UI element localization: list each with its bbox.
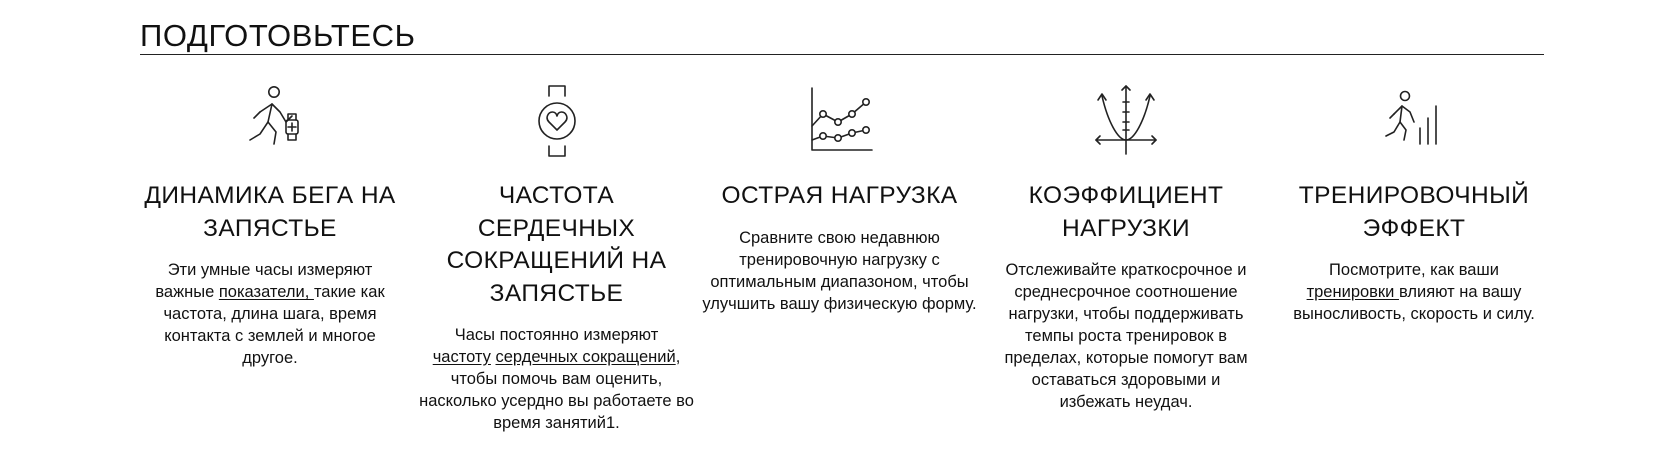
feature-wrist-heart-rate (417, 82, 696, 432)
description-text: Посмотрите, как ваши (1329, 261, 1499, 279)
feature-title: КОЭФФИЦИЕНТ НАГРУЗКИ (1028, 182, 1224, 242)
parabola-axes-icon (1076, 82, 1176, 160)
feature-description (1284, 259, 1544, 325)
workouts-link[interactable]: тренировки (1306, 283, 1399, 301)
runner-watch-icon (220, 82, 320, 160)
prepare-section (140, 0, 1544, 464)
feature-title: ОСТРАЯ НАГРУЗКА (721, 182, 958, 209)
description-text: Часы постоянно измеряют (454, 326, 659, 344)
feature-description (417, 324, 696, 434)
feature-description (140, 259, 400, 369)
heart-beats-link[interactable]: сердечных сокращений (495, 348, 676, 366)
line-graph-icon (790, 82, 890, 160)
feature-description: Сравните свою недавнюю тренировочную нагрузку с оптимальным диапазоном, чтобы улучшить вашу физическую форму. (702, 228, 977, 313)
metrics-link[interactable]: показатели, (218, 283, 314, 301)
feature-training-effect (1284, 82, 1544, 323)
feature-title: ТРЕНИРОВОЧНЫЙ ЭФФЕКТ (1298, 182, 1530, 242)
rate-link[interactable]: частоту (432, 348, 491, 366)
description-text: влияют на вашу выносливость, скорость и силу. (1293, 283, 1535, 323)
description-text: , чтобы помочь вам оценить, насколько усердно вы работаете во время занятий1. (419, 348, 694, 432)
description-text: Эти умные часы измеряют важные (155, 261, 373, 301)
runner-bars-icon (1364, 82, 1464, 160)
section-title: ПОДГОТОВЬТЕСЬ (140, 18, 416, 53)
description-text: такие как частота, длина шага, время контакта с землей и многое другое. (163, 283, 385, 367)
title-divider (140, 54, 1544, 55)
feature-acute-load (702, 82, 977, 313)
feature-title: ДИНАМИКА БЕГА НА ЗАПЯСТЬЕ (144, 182, 396, 242)
feature-running-dynamics (140, 82, 400, 367)
feature-load-ratio (996, 82, 1256, 411)
feature-title: ЧАСТОТА СЕРДЕЧНЫХ СОКРАЩЕНИЙ НА ЗАПЯСТЬЕ (446, 182, 667, 307)
watch-heart-icon (507, 82, 607, 160)
feature-description: Отслеживайте краткосрочное и среднесрочное соотношение нагрузки, чтобы поддерживать темпы роста тренировок в пределах, которые помогут вам оставаться здоровыми и избежать неудач. (1004, 261, 1248, 411)
